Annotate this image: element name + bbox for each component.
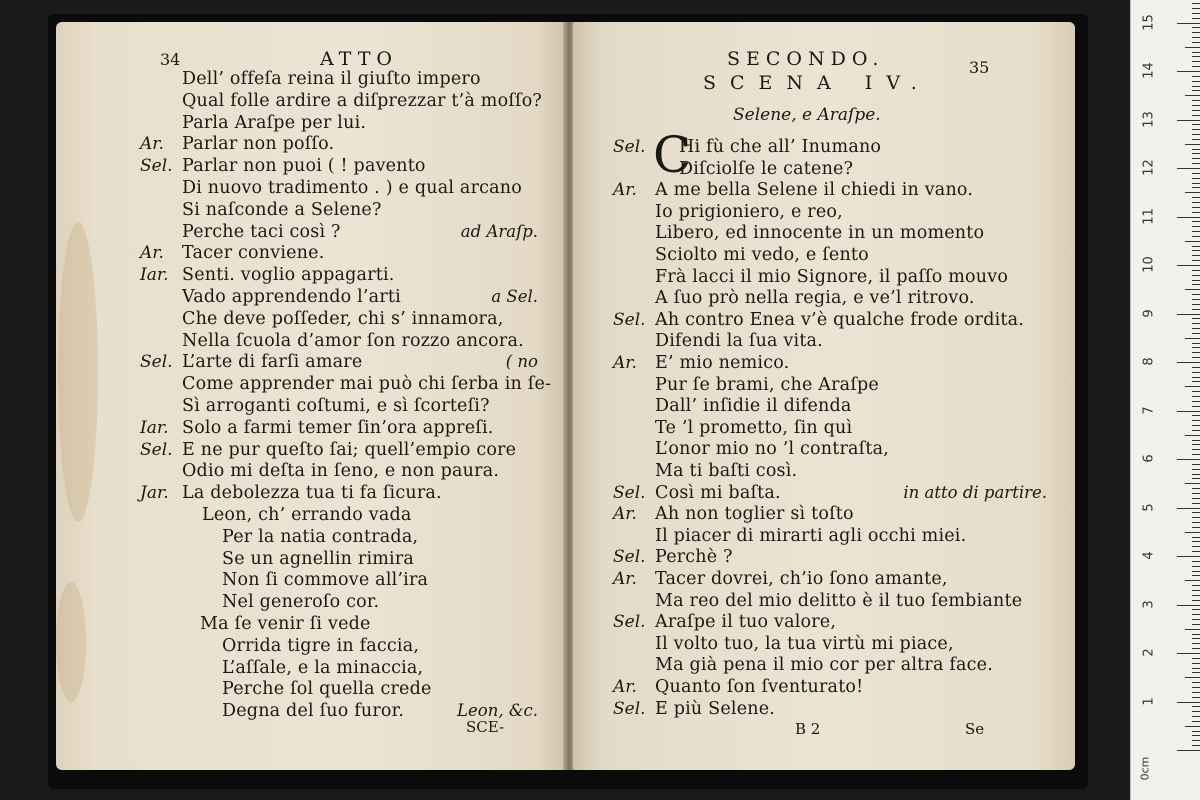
- ruler-tick: [1192, 158, 1200, 159]
- ruler-tick: [1192, 512, 1200, 513]
- verse-line: Io prigioniero, e reo,: [655, 201, 843, 222]
- ruler-tick: [1192, 575, 1200, 576]
- ruler-tick: [1192, 716, 1200, 717]
- ruler-tick: [1192, 86, 1200, 87]
- ruler-tick: [1192, 585, 1200, 586]
- ruler-tick: [1177, 71, 1200, 72]
- ruler-number: 10: [1141, 256, 1157, 273]
- ruler-tick: [1192, 541, 1200, 542]
- ruler-tick: [1192, 8, 1200, 9]
- ruler-tick: [1192, 711, 1200, 712]
- ruler-tick: [1177, 120, 1200, 121]
- verse-line: Dall’ inſidie il difenda: [655, 396, 852, 417]
- ruler-tick: [1185, 289, 1200, 290]
- stage-direction: Leon, &c.: [457, 701, 538, 721]
- ruler-number: 7: [1141, 405, 1157, 415]
- ruler-tick: [1192, 396, 1200, 397]
- ruler-tick: [1192, 721, 1200, 722]
- ruler-tick: [1192, 440, 1200, 441]
- right-page: [573, 22, 1075, 770]
- ruler-tick: [1192, 546, 1200, 547]
- ruler-tick: [1192, 658, 1200, 659]
- ruler-tick: [1192, 614, 1200, 615]
- ruler-tick: [1192, 706, 1200, 707]
- verse-line: Solo a farmi temer ſin’ora appreſi.: [182, 417, 494, 438]
- ruler-number: 3: [1141, 599, 1157, 609]
- speaker-label: Ar.: [613, 504, 637, 525]
- page-number: 34: [160, 50, 181, 69]
- verse-line: Frà lacci il mio Signore, il paſſo mouvo: [655, 266, 1009, 287]
- verse-line: Sì arroganti coſtumi, e sì ſcorteſi?: [182, 396, 490, 416]
- ruler-tick: [1192, 61, 1200, 62]
- verse-line: Tacer dovrei, ch’io ſono amante,: [655, 569, 948, 589]
- ruler-tick: [1177, 217, 1200, 218]
- ruler-tick: [1192, 357, 1200, 358]
- ruler-tick: [1177, 508, 1200, 509]
- ruler-tick: [1192, 464, 1200, 465]
- ruler-tick: [1192, 367, 1200, 368]
- ruler-number: 12: [1141, 159, 1157, 176]
- verse-line: Come apprender mai può chi ſerba in ſe-: [182, 374, 552, 395]
- ruler-tick: [1192, 590, 1200, 591]
- ruler-tick: [1192, 343, 1200, 344]
- ruler-tick: [1192, 474, 1200, 475]
- verse-line: Te ’l prometto, ſin quì: [655, 417, 853, 438]
- ruler-tick: [1192, 425, 1200, 426]
- speaker-label: Sel.: [613, 547, 646, 568]
- ruler-tick: [1177, 605, 1200, 606]
- verse-line: Orrida tigre in faccia,: [222, 635, 420, 656]
- verse-line: Leon, ch’ errando vada: [202, 505, 412, 525]
- ruler-tick: [1192, 226, 1200, 227]
- ruler-tick: [1192, 697, 1200, 698]
- ruler-tick: [1192, 469, 1200, 470]
- ruler-tick: [1192, 37, 1200, 38]
- ruler-tick: [1192, 221, 1200, 222]
- verse-line: Che deve poſſeder, chi s’ innamora,: [182, 308, 504, 329]
- ruler-tick: [1192, 381, 1200, 382]
- ruler-tick: [1192, 522, 1200, 523]
- ruler-tick: [1192, 110, 1200, 111]
- ruler-tick: [1192, 231, 1200, 232]
- ruler-tick: [1192, 619, 1200, 620]
- ruler-tick: [1192, 323, 1200, 324]
- ruler-tick: [1177, 314, 1200, 315]
- ruler-tick: [1192, 391, 1200, 392]
- ruler-tick: [1192, 183, 1200, 184]
- speaker-label: Sel.: [613, 482, 646, 503]
- verse-line: Il volto tuo, la tua virtù mi piace,: [655, 633, 954, 654]
- paper-stain: [58, 222, 98, 522]
- ruler-tick: [1192, 124, 1200, 125]
- speaker-label: Ar.: [613, 180, 637, 201]
- ruler-tick: [1192, 115, 1200, 116]
- ruler-tick: [1192, 406, 1200, 407]
- ruler-tick: [1192, 212, 1200, 213]
- ruler-tick: [1192, 236, 1200, 237]
- ruler-tick: [1192, 687, 1200, 688]
- ruler-tick: [1185, 677, 1200, 678]
- ruler-tick: [1192, 197, 1200, 198]
- ruler-tick: [1192, 3, 1200, 4]
- ruler-tick: [1192, 178, 1200, 179]
- verse-line: Parlar non poſſo.: [182, 134, 335, 155]
- speaker-label: Ar.: [613, 677, 637, 697]
- ruler-tick: [1177, 362, 1200, 363]
- speaker-label: Sel.: [613, 612, 646, 633]
- verse-line: Non ſi commove all’ira: [222, 570, 429, 591]
- verse-line: A ſuo prò nella regia, e ve’l ritrovo.: [655, 288, 975, 309]
- stage-direction: ad Araſp.: [460, 221, 538, 241]
- ruler-tick: [1192, 740, 1200, 741]
- ruler-tick: [1192, 503, 1200, 504]
- ruler-tick: [1177, 750, 1200, 751]
- ruler-tick: [1192, 638, 1200, 639]
- ruler-number: 5: [1141, 502, 1157, 512]
- ruler-tick: [1177, 702, 1200, 703]
- ruler-tick: [1192, 202, 1200, 203]
- ruler-tick: [1192, 682, 1200, 683]
- speaker-label: Sel.: [613, 137, 646, 157]
- ruler-tick: [1192, 304, 1200, 305]
- running-head: ATTO: [320, 48, 398, 70]
- ruler-number: 11: [1141, 207, 1157, 225]
- ruler-tick: [1192, 173, 1200, 174]
- ruler-tick: [1192, 449, 1200, 450]
- verse-line: Hi fù che all’ Inumano: [679, 137, 882, 157]
- speaker-label: Sel.: [140, 156, 173, 177]
- ruler-tick: [1192, 42, 1200, 43]
- ruler-tick: [1192, 643, 1200, 644]
- ruler-tick: [1192, 134, 1200, 135]
- ruler-tick: [1192, 139, 1200, 140]
- ruler-number: 6: [1141, 454, 1157, 463]
- ruler-number: 15: [1141, 13, 1157, 31]
- ruler-tick: [1192, 731, 1200, 732]
- ruler-tick: [1192, 52, 1200, 53]
- ruler-tick: [1192, 32, 1200, 33]
- speaker-label: Jar.: [140, 483, 169, 504]
- ruler-tick: [1192, 333, 1200, 334]
- ruler-tick: [1192, 488, 1200, 489]
- ruler-tick: [1192, 18, 1200, 19]
- ruler-tick: [1192, 352, 1200, 353]
- verse-line: Vado apprendendo l’arti: [182, 287, 401, 307]
- catchword: SCE-: [466, 718, 505, 736]
- scene-characters: Selene, e Araſpe.: [733, 105, 881, 125]
- ruler-tick: [1192, 129, 1200, 130]
- verse-line: Parla Araſpe per lui.: [182, 112, 367, 133]
- ruler-tick: [1192, 668, 1200, 669]
- ruler-tick: [1185, 386, 1200, 387]
- ruler-tick: [1192, 149, 1200, 150]
- ruler-tick: [1185, 629, 1200, 630]
- verse-line: Se un agnellin rimira: [222, 548, 415, 569]
- ruler-tick: [1192, 27, 1200, 28]
- speaker-label: Sel.: [613, 698, 646, 719]
- speaker-label: Sel.: [613, 309, 646, 330]
- ruler-tick: [1185, 144, 1200, 145]
- ruler-tick: [1192, 90, 1200, 91]
- speaker-label: Ar.: [613, 569, 637, 589]
- ruler-tick: [1192, 207, 1200, 208]
- ruler-tick: [1192, 493, 1200, 494]
- ruler-tick: [1177, 411, 1200, 412]
- ruler-tick: [1192, 284, 1200, 285]
- ruler-number: 9: [1141, 308, 1157, 318]
- ruler-tick: [1177, 653, 1200, 654]
- ruler-tick: [1192, 517, 1200, 518]
- paper-stain: [56, 582, 86, 702]
- verse-line: Il piacer di mirarti agli occhi miei.: [655, 525, 967, 546]
- verse-line: Senti. voglio appagarti.: [182, 265, 395, 286]
- ruler-tick: [1192, 537, 1200, 538]
- ruler-tick: [1185, 435, 1200, 436]
- ruler-tick: [1192, 377, 1200, 378]
- ruler-tick: [1192, 280, 1200, 281]
- ruler-tick: [1185, 338, 1200, 339]
- speaker-label: Iar.: [140, 265, 169, 286]
- verse-line: Di nuovo tradimento . ) e qual arcano: [182, 178, 522, 198]
- ruler-tick: [1185, 241, 1200, 242]
- ruler-tick: [1192, 648, 1200, 649]
- ruler-tick: [1192, 745, 1200, 746]
- ruler-tick: [1192, 595, 1200, 596]
- drop-cap: C: [653, 126, 692, 184]
- verse-line: L’onor mio no ’l contraſta,: [655, 439, 889, 460]
- ruler-tick: [1192, 246, 1200, 247]
- ruler-tick: [1192, 81, 1200, 82]
- ruler-tick: [1177, 168, 1200, 169]
- ruler-tick: [1192, 328, 1200, 329]
- verse-line: Pur ſe brami, che Araſpe: [655, 374, 879, 395]
- ruler-tick: [1192, 735, 1200, 736]
- speaker-label: Ar.: [140, 243, 164, 264]
- ruler-tick: [1192, 415, 1200, 416]
- ruler-tick: [1192, 609, 1200, 610]
- ruler-tick: [1192, 454, 1200, 455]
- catchword: Se: [965, 720, 985, 738]
- ruler-tick: [1192, 100, 1200, 101]
- verse-line: Perche taci così ?: [182, 221, 341, 242]
- ruler-tick: [1192, 672, 1200, 673]
- ruler-tick: [1192, 692, 1200, 693]
- ruler-tick: [1192, 624, 1200, 625]
- verse-line: E più Selene.: [655, 698, 776, 719]
- verse-line: Tacer conviene.: [182, 243, 325, 264]
- verse-line: Diſciolſe le catene?: [679, 158, 854, 179]
- ruler-tick: [1192, 163, 1200, 164]
- scene-title: SCENA IV.: [703, 72, 931, 94]
- ruler-tick: [1192, 478, 1200, 479]
- ruler-tick: [1177, 459, 1200, 460]
- ruler-tick: [1192, 600, 1200, 601]
- ruler-number: 1: [1141, 696, 1157, 706]
- ruler-tick: [1192, 551, 1200, 552]
- ruler-tick: [1192, 663, 1200, 664]
- stage-direction: in atto di partire.: [903, 482, 1047, 502]
- ruler-tick: [1177, 265, 1200, 266]
- ruler-tick: [1192, 255, 1200, 256]
- ruler-unit-label: 0cm: [1138, 756, 1152, 781]
- ruler-tick: [1185, 192, 1200, 193]
- verse-line: Ah contro Enea v’è qualche frode ordita.: [655, 309, 1025, 330]
- ruler-tick: [1185, 532, 1200, 533]
- ruler-tick: [1192, 634, 1200, 635]
- left-page: [56, 22, 566, 770]
- ruler-number: 13: [1141, 110, 1157, 128]
- verse-line: L’aſſale, e la minaccia,: [222, 657, 424, 678]
- ruler-tick: [1185, 483, 1200, 484]
- verse-line: Araſpe il tuo valore,: [655, 612, 837, 633]
- ruler-number: 4: [1141, 551, 1157, 560]
- verse-line: Ma ti baſti così.: [655, 461, 798, 481]
- verse-line: La debolezza tua ti fa ſicura.: [182, 483, 442, 504]
- ruler-tick: [1192, 66, 1200, 67]
- verse-line: Nella ſcuola d’amor ſon rozzo ancora.: [182, 330, 524, 351]
- ruler-tick: [1192, 401, 1200, 402]
- verse-line: Così mi baſta.: [655, 482, 781, 503]
- ruler-tick: [1185, 726, 1200, 727]
- measurement-ruler: [1130, 0, 1200, 800]
- verse-line: Libero, ed innocente in un momento: [655, 223, 985, 244]
- ruler-tick: [1185, 95, 1200, 96]
- ruler-tick: [1192, 347, 1200, 348]
- ruler-number: 8: [1141, 357, 1157, 366]
- verse-line: Perche ſol quella crede: [222, 679, 432, 700]
- ruler-tick: [1192, 105, 1200, 106]
- ruler-tick: [1192, 318, 1200, 319]
- verse-line: Nel generoſo cor.: [222, 592, 380, 613]
- verse-line: Difendi la ſua vita.: [655, 331, 823, 352]
- verse-line: Parlar non puoi ( ! pavento: [182, 156, 426, 177]
- ruler-tick: [1192, 187, 1200, 188]
- speaker-label: Ar.: [140, 134, 164, 155]
- verse-line: Per la natia contrada,: [222, 526, 419, 547]
- ruler-tick: [1192, 13, 1200, 14]
- ruler-tick: [1192, 260, 1200, 261]
- verse-line: Ma ſe venir ſi vede: [200, 614, 371, 634]
- verse-line: Ma reo del mio delitto è il tuo ſembiante: [655, 590, 1023, 611]
- ruler-tick: [1192, 566, 1200, 567]
- ruler-tick: [1192, 527, 1200, 528]
- running-head: SECONDO.: [727, 48, 885, 70]
- ruler-number: 14: [1141, 62, 1157, 79]
- verse-line: E ne pur queſto ſai; quell’empio core: [182, 439, 517, 460]
- ruler-tick: [1177, 23, 1200, 24]
- stage-direction: ( no: [505, 352, 538, 372]
- ruler-tick: [1185, 47, 1200, 48]
- ruler-tick: [1192, 561, 1200, 562]
- verse-line: A me bella Selene il chiedi in vano.: [655, 180, 974, 201]
- ruler-number: 2: [1141, 648, 1157, 657]
- verse-line: Ma già pena il mio cor per altra face.: [655, 655, 993, 676]
- verse-line: E’ mio nemico.: [655, 353, 790, 373]
- ruler-tick: [1192, 56, 1200, 57]
- ruler-tick: [1192, 270, 1200, 271]
- page-number: 35: [969, 58, 990, 77]
- ruler-tick: [1192, 153, 1200, 154]
- verse-line: Qual folle ardire a diſprezzar t’à moſſo?: [182, 90, 543, 111]
- ruler-tick: [1185, 580, 1200, 581]
- verse-line: Si naſconde a Selene?: [182, 199, 382, 220]
- ruler-tick: [1192, 420, 1200, 421]
- speaker-label: Ar.: [613, 353, 637, 373]
- verse-line: Sciolto mi vedo, e ſento: [655, 245, 869, 265]
- speaker-label: Iar.: [140, 417, 169, 438]
- stage-direction: a Sel.: [491, 287, 538, 306]
- verse-line: Ah non toglier sì toſto: [655, 504, 854, 525]
- speaker-label: Sel.: [140, 439, 173, 460]
- ruler-tick: [1192, 309, 1200, 310]
- verse-line: Quanto ſon ſventurato!: [655, 677, 864, 697]
- ruler-tick: [1192, 250, 1200, 251]
- verse-line: Perchè ?: [655, 547, 733, 568]
- ruler-tick: [1192, 571, 1200, 572]
- verse-line: Dell’ offeſa reina il giuſto impero: [182, 69, 481, 89]
- ruler-tick: [1192, 372, 1200, 373]
- verse-line: Degna del ſuo furor.: [222, 701, 405, 722]
- ruler-tick: [1192, 444, 1200, 445]
- ruler-tick: [1192, 498, 1200, 499]
- ruler-tick: [1192, 76, 1200, 77]
- ruler-tick: [1192, 299, 1200, 300]
- speaker-label: Sel.: [140, 352, 173, 373]
- ruler-tick: [1192, 430, 1200, 431]
- ruler-tick: [1192, 294, 1200, 295]
- verse-line: Odio mi deſta in ſeno, e non paura.: [182, 461, 500, 482]
- ruler-tick: [1192, 275, 1200, 276]
- ruler-tick: [1177, 556, 1200, 557]
- verse-line: L’arte di farſi amare: [182, 352, 363, 373]
- signature-mark: B 2: [795, 720, 821, 738]
